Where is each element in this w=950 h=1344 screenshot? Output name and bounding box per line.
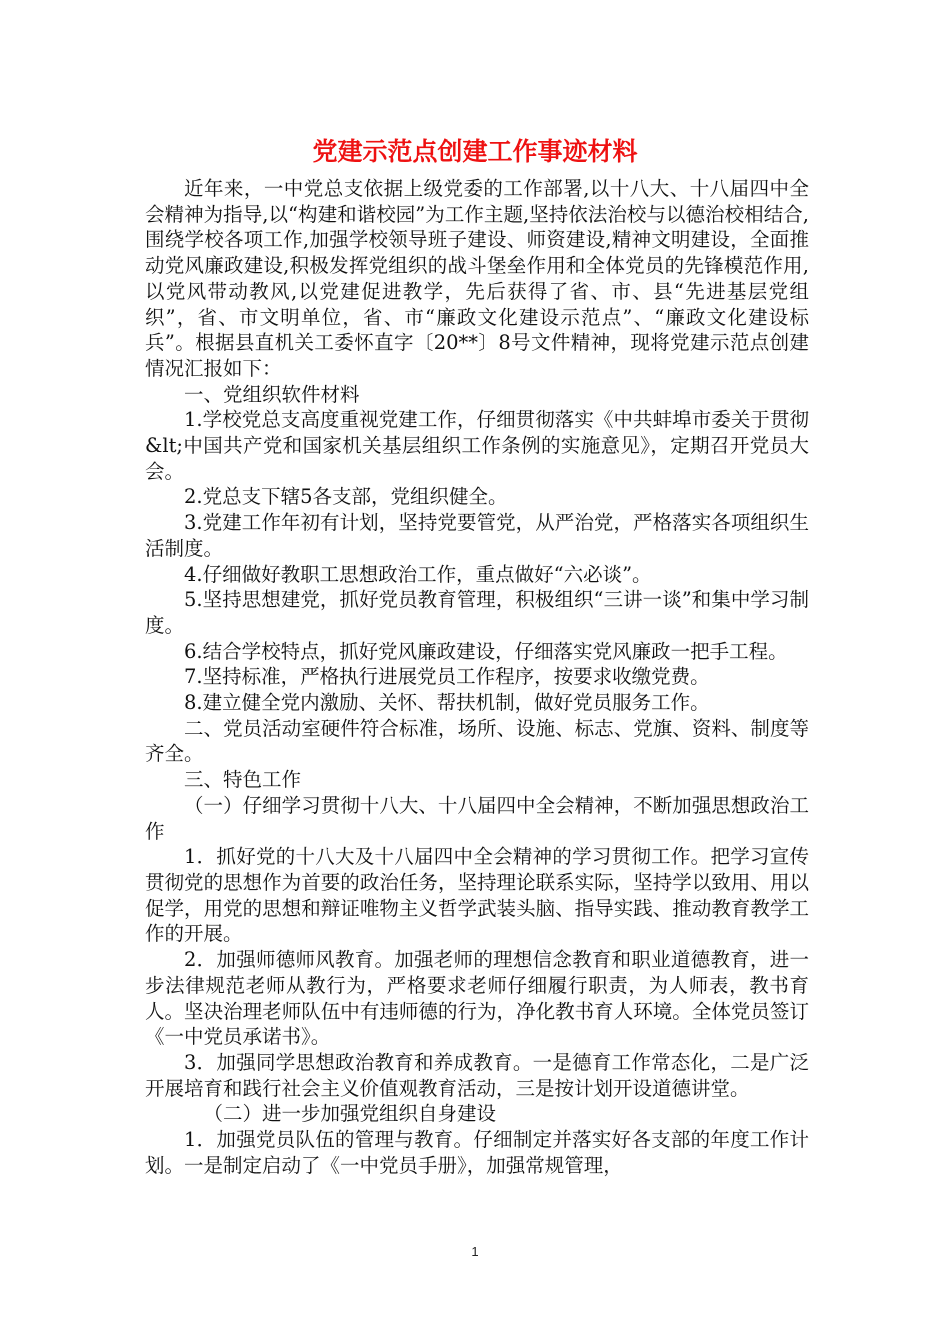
document-title: 党建示范点创建工作事迹材料 <box>312 137 638 166</box>
document-body <box>145 176 809 1178</box>
page-number: 1 <box>471 1244 479 1259</box>
paragraph: 5.坚持思想建党，抓好党员教育管理，积极组织“三讲一谈”和集中学习制度。 <box>145 588 809 637</box>
paragraph: 6.结合学校特点，抓好党风廉政建设，仔细落实党风廉政一把手工程。 <box>184 639 788 663</box>
paragraph: 二、党员活动室硬件符合标准，场所、设施、标志、党旗、资料、制度等齐全。 <box>145 716 809 766</box>
paragraph: 3．加强同学思想政治教育和养成教育。一是德育工作常态化，二是广泛开展培育和践行社会主义价值观教育活动，三是按计划开设道德讲堂。 <box>145 1050 809 1100</box>
paragraph: （二）进一步加强党组织自身建设 <box>203 1102 497 1126</box>
paragraph: 2．加强师德师风教育。加强老师的理想信念教育和职业道德教育，进一步法律规范老师从教行为，严格要求老师仔细履行职责，为人师表，教书育人。坚决治理老师队伍中有违师德的行为，净化教书育人环境。全体党员签订《一中党员承诺书》。 <box>145 948 809 1049</box>
paragraph: 1．抓好党的十八大及十八届四中全会精神的学习贯彻工作。把学习宣传贯彻党的思想作为首要的政治任务，坚持理论联系实际，坚持学以致用、用以促学，用党的思想和辩证唯物主义哲学武装头脑、指导实践、推动教育教学工作的开展。 <box>145 845 809 946</box>
paragraph: 2.党总支下辖5各支部，党组织健全。 <box>184 485 508 509</box>
paragraph: 1．加强党员队伍的管理与教育。仔细制定并落实好各支部的年度工作计划。一是制定启动了《一中党员手册》，加强常规管理， <box>145 1128 809 1177</box>
paragraph: 3.党建工作年初有计划，坚持党要管党，从严治党，严格落实各项组织生活制度。 <box>145 511 809 560</box>
paragraph: 近年来，一中党总支依据上级党委的工作部署,以十八大、十八届四中全会精神为指导,以“构建和谐校园”为工作主题,坚持依法治校与以德治校相结合,围绕学校各项工作,加强学校领导班子建设、师资建设,精神文明建设，全面推动党风廉政建设,积极发挥党组织的战斗堡垒作用和全体党员的先锋模范作用,以党风带动教风,以党建促进教学，先后获得了省、市、县“先进基层党组织”，省、市文明单位，省、市“廉政文化建设示范点”、“廉政文化建设标兵”。根据县直机关工委怀直字〔20**〕8号文件精神，现将党建示范点创建情况汇报如下： <box>145 177 809 380</box>
paragraph: 三、特色工作 <box>184 768 302 792</box>
paragraph: 4.仔细做好教职工思想政治工作，重点做好“六必谈”。 <box>184 562 652 586</box>
paragraph: 8.建立健全党内激励、关怀、帮扶机制，做好党员服务工作。 <box>184 691 710 715</box>
paragraph: 一、党组织软件材料 <box>184 382 360 406</box>
paragraph: 1.学校党总支高度重视党建工作，仔细贯彻落实《中共蚌埠市委关于贯彻&lt;中国共产党和国家机关基层组织工作条例的实施意见》，定期召开党员大会。 <box>145 408 809 483</box>
paragraph: 7.坚持标准，严格执行进展党员工作程序，按要求收缴党费。 <box>184 665 710 689</box>
paragraph: （一）仔细学习贯彻十八大、十八届四中全会精神，不断加强思想政治工作 <box>145 793 809 843</box>
